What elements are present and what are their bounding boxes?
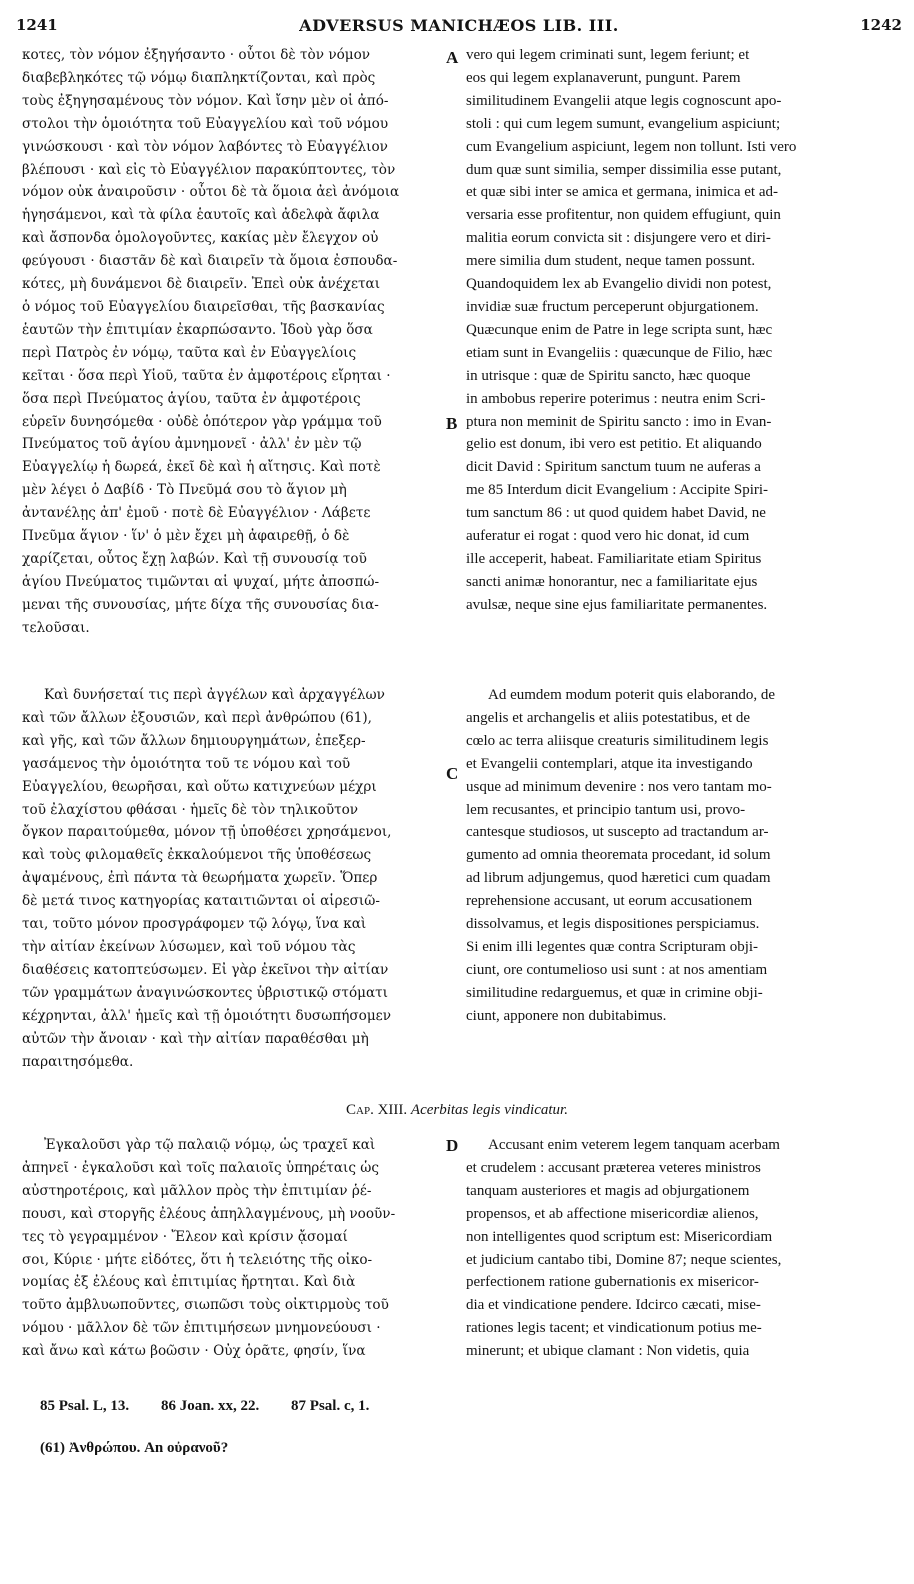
text-line: ται, τοῦτο μόνον προσγράφομεν τῷ λόγῳ, ἵνα καὶ <box>22 916 367 933</box>
latin-column-block-3 <box>466 1134 896 1363</box>
text-line: versaria esse profitentur, non quidem effugiunt, quin <box>466 207 781 224</box>
text-line: τες τὸ γεγραμμένον · Ἔλεον καὶ κρίσιν ᾄσομαί <box>22 1228 348 1245</box>
footnotes-scripture <box>40 1398 397 1415</box>
text-line: ptura non meminit de Spiritu sancto : imo in Evan- <box>466 413 772 430</box>
margin-marker-b: B <box>446 414 458 433</box>
greek-column-block-2 <box>22 684 450 1073</box>
text-line: χαρίζεται, οὗτος ἔχῃ λαβών. Καὶ τῇ συνουσίᾳ τοῦ <box>22 550 367 567</box>
text-line: γινώσκουσι · καὶ τὸν νόμον λαβόντες τὸ Εὐαγγέλιον <box>22 138 388 155</box>
text-line: cœlo ac terra aliisque creaturis similitudinem legis <box>466 732 769 749</box>
text-line: Si enim illi legentes quæ contra Scripturam obji- <box>466 938 759 955</box>
text-line: usque ad minimum devenire : nos vero tantam mo- <box>466 778 772 795</box>
text-line: angelis et archangelis et aliis potestatibus, et de <box>466 709 751 726</box>
text-line: νόμον οὐκ ἀναιροῦσιν · οὗτοι δὲ τὰ ὅμοια ἀεὶ ἀνόμοια <box>22 184 400 201</box>
text-line: et Evangelii contemplari, atque ita investigando <box>466 755 753 772</box>
text-line: τοὺς ἐξηγησαμένους τὸν νόμον. Καὶ ἴσην μὲν οἱ ἀπό- <box>22 92 389 109</box>
text-line: etiam sunt in Evangeliis : quæcunque de Filio, hæc <box>466 344 773 361</box>
text-line: cum Evangelium aspiciunt, legem non tollunt. Isti vero <box>466 138 797 155</box>
text-line: ἑαυτῶν τὴν ἐπιτιμίαν ἐκαρπώσαντο. Ἰδοὺ γὰρ ὅσα <box>22 321 373 338</box>
text-line: Εὐαγγελίου, θεωρῆσαι, καὶ οὕτω κατιχνεύων μέχρι <box>22 778 377 795</box>
text-line: ὄγκον παραιτούμεθα, μόνον τῇ ὑποθέσει χρησάμενοι, <box>22 824 392 841</box>
text-line: non intelligentes quod scriptum est: Misericordiam <box>466 1228 773 1245</box>
text-line: σοι, Κύριε · μήτε εἰδότες, ὅτι ἡ τελειότης τῆς οἰκο- <box>22 1251 373 1268</box>
text-line: καὶ γῆς, καὶ τῶν ἄλλων δημιουργημάτων, ἐπεξερ- <box>22 732 366 749</box>
text-line: rationes legis tacent; et vindicationum potius me- <box>466 1320 762 1337</box>
text-line: καὶ τοὺς φιλομαθεῖς ἐκκαλούμενοι τῆς ὑποθέσεως <box>22 847 372 864</box>
text-line: malitia eorum convicta sit : disjungere vero et diri- <box>466 230 771 247</box>
text-line: διαβεβληκότες τῷ νόμῳ διαπληκτίζονται, καὶ πρὸς <box>22 69 376 86</box>
text-line: ἁγίου Πνεύματος τιμῶνται αἱ ψυχαί, μήτε ἀποσπώ- <box>22 573 380 590</box>
text-line: eos qui legem explanaverunt, pungunt. Parem <box>466 69 741 86</box>
text-line: sancti animæ honorantur, nec a familiaritate ejus <box>466 573 758 590</box>
text-line: γασάμενος τὴν ὁμοιότητα τοῦ τε νόμου καὶ τοῦ <box>22 755 351 772</box>
text-line: νόμου · μᾶλλον δὲ τῶν ἐπιτιμήσεων μνημονεύουσι · <box>22 1320 381 1337</box>
text-line: lem recusantes, et principio tantum usi, provo- <box>466 801 746 818</box>
text-line: ἀντανέλῃς ἀπ' ἐμοῦ · ποτὲ δὲ Εὐαγγέλιον · Λάβετε <box>22 505 371 522</box>
latin-column-block-2 <box>466 684 896 1028</box>
text-line: τοῦτο ἀμβλυωποῦντες, σιωπῶσι τοὺς οἰκτιρμοὺς τοῦ <box>22 1297 389 1314</box>
left-page-number: 1241 <box>16 16 58 34</box>
text-line: Καὶ δυνήσεταί τις περὶ ἀγγέλων καὶ ἀρχαγγέλων <box>44 687 385 703</box>
text-line: ὁ νόμος τοῦ Εὐαγγελίου διαιρεῖσθαι, τῆς βασκανίας <box>22 298 385 315</box>
margin-marker-d: D <box>446 1136 459 1155</box>
text-line: καὶ τῶν ἄλλων ἐξουσιῶν, καὶ περὶ ἀνθρώπου (61), <box>22 709 373 726</box>
text-line: ἀπηνεῖ · ἐγκαλοῦσι καὶ τοῖς παλαιοῖς ὑπηρέταις ὡς <box>22 1159 379 1176</box>
text-line: gumento ad omnia theoremata procedant, id solum <box>466 847 771 864</box>
text-line: ἡγησάμενοι, καὶ τὰ φίλα ἑαυτοῖς καὶ ἀδελφὰ ἄφιλα <box>22 207 380 224</box>
text-line: ad librum adjungemus, quod hæretici cum quadam <box>466 870 771 887</box>
text-line: Quæcunque enim de Patre in lege scripta sunt, hæc <box>466 321 773 338</box>
text-line: gelio est donum, ibi vero est petitio. Et aliquando <box>466 436 762 453</box>
text-line: μεναι τῆς συνουσίας, μήτε δίχα τῆς συνουσίας δια- <box>22 596 379 613</box>
latin-column-block-1 <box>466 44 896 617</box>
text-line: περὶ Πατρὸς ἐν νόμῳ, ταῦτα καὶ ἐν Εὐαγγελίοις <box>22 344 357 361</box>
text-line: tanquam austeriores et magis ad objurgationem <box>466 1182 750 1199</box>
text-line: τῶν γραμμάτων ἀναγινώσκοντες ὑβριστικῷ στόματι <box>22 984 388 1001</box>
text-line: vero qui legem criminati sunt, legem feriunt; et <box>466 47 750 63</box>
text-line: τοῦ ἐλαχίστου φθάσαι · ἡμεῖς δὲ τὸν τηλικοῦτον <box>22 801 359 818</box>
text-line: αὐτῶν τὴν ἄνοιαν · καὶ τὴν αἰτίαν παραθέσθαι μὴ <box>22 1030 369 1047</box>
text-line: et crudelem : accusant præterea veteres ministros <box>466 1159 761 1176</box>
text-line: καὶ ἄσπονδα ὁμολογοῦντες, κακίας μὲν ἔλεγχον οὐ <box>22 230 379 247</box>
greek-column-block-1 <box>22 44 450 640</box>
text-line: αὐστηροτέροις, καὶ μᾶλλον πρὸς τὴν ἐπιτιμίαν ῥέ- <box>22 1182 372 1199</box>
text-line: βλέπουσι · καὶ εἰς τὸ Εὐαγγέλιον παρακύπτοντες, τὸν <box>22 161 396 178</box>
text-line: Ad eumdem modum poterit quis elaborando, de <box>488 687 776 703</box>
text-line: Εὐαγγελίῳ ἡ δωρεά, ἐκεῖ δὲ καὶ ἡ αἴτησις. Καὶ ποτὲ <box>22 459 381 476</box>
text-line: propensos, et ab affectione misericordiæ alienos, <box>466 1205 759 1222</box>
text-line: Quandoquidem lex ab Evangelio dividi non potest, <box>466 276 772 293</box>
text-line: παραιτησόμεθα. <box>22 1053 134 1070</box>
text-line: ἀψαμένους, ἐπὶ πάντα τὰ θεωρήματα χωρεῖν. Ὅπερ <box>22 870 378 887</box>
text-line: reprehensione accusant, ut eorum accusationem <box>466 893 753 910</box>
text-line: et judicium cantabo tibi, Domine 87; neque scientes, <box>466 1251 782 1268</box>
text-line: me 85 Interdum dicit Evangelium : Accipite Spiri- <box>466 482 769 499</box>
text-line: Ἐγκαλοῦσι γὰρ τῷ παλαιῷ νόμῳ, ὡς τραχεῖ καὶ <box>44 1137 376 1153</box>
text-line: ὅσα περὶ Πνεύματος ἁγίου, ταῦτα ἐν ἀμφοτέροις <box>22 390 361 407</box>
text-line: Πνεῦμα ἅγιον · ἵν' ὁ μὲν ἔχει μὴ ἀφαιρεθῇ, ὁ δὲ <box>22 528 350 545</box>
text-line: δὲ μετά τινος κατηγορίας καταιτιῶνται οἱ αἱρεσιῶ- <box>22 893 380 910</box>
text-line: φεύγουσι · διαστᾶν δὲ καὶ διαιρεῖν τὰ ὅμοια ἐσπουδα- <box>22 253 398 270</box>
chapter-subtitle: Acerbitas legis vindicatur. <box>410 1102 568 1118</box>
text-line: dia et vindicatione pendere. Idcirco cæcati, mise- <box>466 1297 761 1314</box>
running-header <box>16 12 902 42</box>
margin-marker-c: C <box>446 764 459 783</box>
footnote-85: 85 Psal. L, 13. <box>40 1398 130 1414</box>
text-line: διαθέσεις κατοπτεύσωμεν. Εἰ γὰρ ἐκεῖνοι τὴν αἰτίαν <box>22 961 389 978</box>
text-line: Accusant enim veterem legem tanquam acerbam <box>488 1137 780 1153</box>
text-line: κεῖται · ὅσα περὶ Υἱοῦ, ταῦτα ἐν ἀμφοτέροις εἴρηται · <box>22 367 391 384</box>
text-line: dissolvamus, et legis dispositiones perspiciamus. <box>466 916 760 933</box>
text-line: mere similia dum student, neque tamen possunt. <box>466 253 756 270</box>
text-line: καὶ ἄνω καὶ κάτω βοῶσιν · Οὐχ ὁρᾶτε, φησίν, ἵνα <box>22 1343 366 1360</box>
running-title: ADVERSUS MANICHÆOS LIB. III. <box>299 16 619 35</box>
text-line: invidiæ suæ fructum perceperunt objurgationem. <box>466 298 759 315</box>
text-line: avulsæ, neque sine ejus familiaritate permanentes. <box>466 596 768 613</box>
text-line: similitudinem Evangelii atque legis cognoscunt apo- <box>466 92 782 109</box>
text-line: in utrisque : quæ de Spiritu sancto, hæc quoque <box>466 367 751 384</box>
footnote-61: (61) Ἀνθρώπου. An οὐρανοῦ? <box>40 1440 229 1456</box>
text-line: στολοι τὴν ὁμοιότητα τοῦ Εὐαγγελίου καὶ τοῦ νόμου <box>22 115 389 132</box>
footnote-87: 87 Psal. c, 1. <box>291 1398 370 1414</box>
text-line: νομίας ἐξ ἐλέους καὶ ἐπιτιμίας ἤρτηται. Καὶ διὰ <box>22 1274 356 1291</box>
text-line: πουσι, καὶ στοργῆς ἐλέους ἀπηλλαγμένους, μὴ νοοῦν- <box>22 1205 396 1222</box>
chapter-heading <box>0 1102 914 1119</box>
text-line: ille acceperit, habeat. Familiaritate etiam Spiritus <box>466 550 762 567</box>
text-line: κέχρηνται, ἀλλ' ἡμεῖς καὶ τῇ ὁμοιότητι δυσωπήσομεν <box>22 1007 391 1024</box>
text-line: tum sanctum 86 : ut quod quidem habet David, ne <box>466 505 766 522</box>
text-line: et quæ sibi inter se amica et germana, inimica et ad- <box>466 184 778 201</box>
text-line: κοτες, τὸν νόμον ἐξηγήσαντο · οὗτοι δὲ τὸν νόμον <box>22 47 371 63</box>
text-line: similitudine redarguemus, et quæ in crimine obji- <box>466 984 763 1001</box>
footnote-86: 86 Joan. xx, 22. <box>160 1398 260 1414</box>
text-line: ciunt, ore contumelioso usi sunt : at nos amentiam <box>466 961 768 978</box>
text-line: μὲν λέγει ὁ Δαβίδ · Τὸ Πνεῦμά σου τὸ ἅγιον μὴ <box>22 482 347 499</box>
text-line: τελοῦσαι. <box>22 619 90 636</box>
text-line: in ambobus reperire poterimus : neutra enim Scri- <box>466 390 766 407</box>
text-line: ciunt, apponere non dubitabimus. <box>466 1007 667 1024</box>
text-line: cantesque studiosos, ut suscepto ad tractandum ar- <box>466 824 769 841</box>
text-line: dum quæ sunt similia, semper dissimilia esse putant, <box>466 161 782 178</box>
text-line: perfectionem ratione gubernationis ex misericor- <box>466 1274 759 1291</box>
text-line: auferatur ei rogat : quod vero hic donat, id cum <box>466 528 750 545</box>
right-page-number: 1242 <box>860 16 902 34</box>
text-line: minerunt; et ubique clamant : Non videtis, quia <box>466 1343 750 1360</box>
text-line: κότες, μὴ δυνάμενοι δὲ διαιρεῖν. Ἐπεὶ οὐκ ἀνέχεται <box>22 276 381 293</box>
greek-column-block-3 <box>22 1134 450 1363</box>
text-line: εὑρεῖν δυνησόμεθα · οὐδὲ ὁπότερον γὰρ γράμμα τοῦ <box>22 413 382 430</box>
text-line: dicit David : Spiritum sanctum tuum ne auferas a <box>466 459 761 476</box>
chapter-number: Cap. XIII. <box>346 1102 408 1118</box>
text-line: τὴν αἰτίαν ἐκείνων λύσωμεν, καὶ τοῦ νόμου τὰς <box>22 938 356 955</box>
text-line: stoli : qui cum legem sumunt, evangelium aspiciunt; <box>466 115 781 132</box>
text-line: Πνεύματος τοῦ ἁγίου ἀμνημονεῖ · ἀλλ' ἐν μὲν τῷ <box>22 436 362 453</box>
margin-marker-a: A <box>446 48 459 67</box>
